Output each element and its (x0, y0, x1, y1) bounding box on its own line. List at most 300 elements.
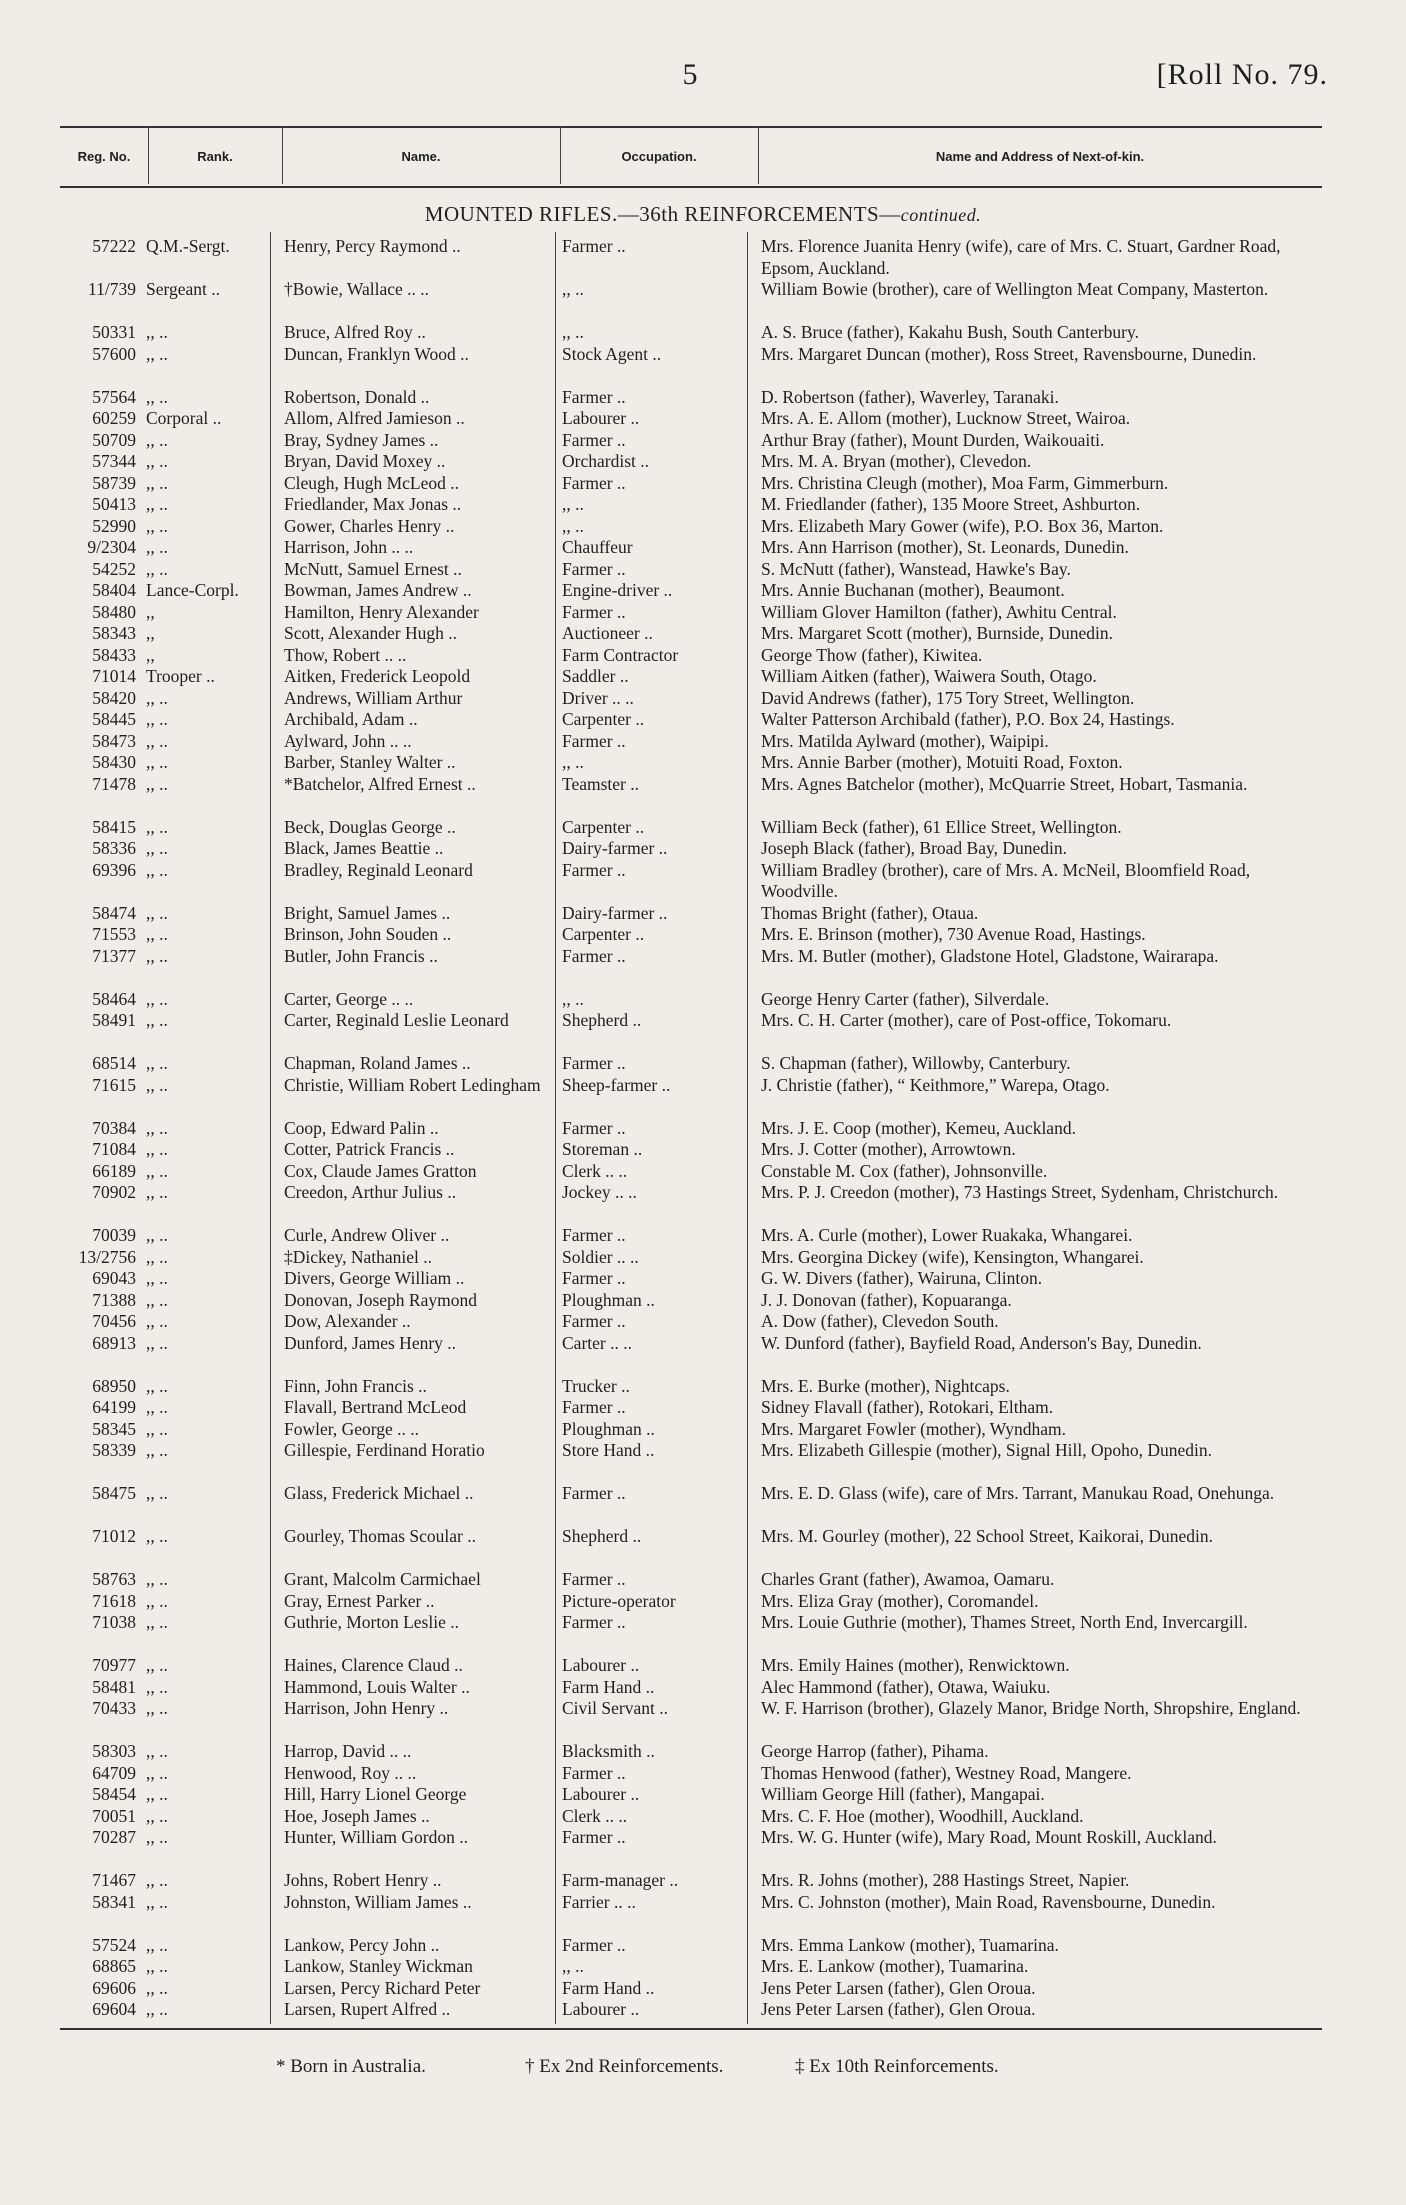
next-of-kin: William George Hill (father), Mangapai. (761, 1784, 1045, 1804)
roll-table (60, 236, 1322, 2021)
rank: ,, .. (146, 494, 168, 514)
occupation: ,, .. (562, 988, 584, 1009)
soldier-name: Hunter, William Gordon .. (284, 1827, 468, 1847)
occupation: Labourer .. (562, 1655, 640, 1675)
column-divider (148, 126, 149, 184)
occupation: Farmer .. (562, 558, 626, 579)
soldier-name: Friedlander, Max Jonas .. (284, 494, 462, 514)
soldier-name: Aylward, John .. .. (284, 730, 412, 751)
rank: ,, .. (146, 1956, 168, 1976)
soldier-name: Butler, John Francis .. (284, 945, 438, 966)
next-of-kin: Mrs. Margaret Duncan (mother), Ross Street, Ravensbourne, Dunedin. (761, 343, 1257, 364)
soldier-name: Johnston, William James .. (284, 1891, 472, 1912)
table-row (60, 623, 1322, 645)
table-row (60, 1870, 1322, 1892)
table-row (60, 838, 1322, 860)
table-row (60, 1440, 1322, 1483)
soldier-name: ‡Dickey, Nathaniel .. (284, 1246, 433, 1267)
next-of-kin: William Aitken (father), Waiwera South, Otago. (761, 666, 1097, 686)
occupation: Farrier .. .. (562, 1891, 636, 1912)
next-of-kin: George Thow (father), Kiwitea. (761, 644, 983, 665)
soldier-name: Cox, Claude James Gratton (284, 1160, 477, 1181)
reg-number: 58454 (92, 1784, 136, 1804)
rank: ,, .. (146, 1676, 168, 1697)
rank: ,, .. (146, 1590, 168, 1611)
rank: ,, .. (146, 902, 168, 923)
reg-number: 13/2756 (78, 1246, 136, 1267)
reg-number: 68950 (92, 1375, 136, 1396)
rank: ,, .. (146, 1332, 168, 1353)
header-name: Name. (401, 149, 441, 164)
rank: ,, .. (146, 1805, 168, 1826)
table-row (60, 494, 1322, 516)
occupation: Farmer .. (562, 1612, 626, 1632)
table-row (60, 602, 1322, 624)
table-row (60, 1806, 1322, 1828)
rank: ,, .. (146, 730, 168, 751)
soldier-name: Harrison, John Henry .. (284, 1698, 449, 1718)
table-row (60, 1247, 1322, 1269)
next-of-kin: Mrs. J. E. Coop (mother), Kemeu, Auckland. (761, 1117, 1076, 1138)
occupation: Farmer .. (562, 1934, 626, 1955)
rank: ,, .. (146, 859, 168, 880)
rank: ,, .. (146, 687, 168, 708)
next-of-kin: Mrs. Agnes Batchelor (mother), McQuarrie Street, Hobart, Tasmania. (761, 773, 1248, 794)
soldier-name: Archibald, Adam .. (284, 709, 418, 729)
soldier-name: Fowler, George .. .. (284, 1418, 420, 1439)
reg-number: 66189 (92, 1160, 136, 1181)
occupation: Stock Agent .. (562, 343, 662, 364)
table-row (60, 903, 1322, 925)
next-of-kin: Mrs. A. Curle (mother), Lower Ruakaka, Whangarei. (761, 1225, 1133, 1245)
table-row (60, 1075, 1322, 1118)
table-row (60, 774, 1322, 817)
header-next-of-kin: Name and Address of Next-of-kin. (935, 149, 1145, 164)
reg-number: 64199 (92, 1397, 136, 1417)
soldier-name: Black, James Beattie .. (284, 838, 444, 858)
occupation: Farm Hand .. (562, 1977, 655, 1998)
rank: ,, .. (146, 472, 168, 493)
occupation: Clerk .. .. (562, 1805, 628, 1826)
table-row (60, 1053, 1322, 1075)
rank: ,, .. (146, 1870, 168, 1890)
soldier-name: Gower, Charles Henry .. (284, 515, 455, 536)
footnote-ex-10th: ‡ Ex 10th Reinforcements. (795, 2056, 999, 2077)
next-of-kin: Mrs. E. Brinson (mother), 730 Avenue Road, Hastings. (761, 924, 1146, 944)
occupation: Farmer .. (562, 1117, 626, 1138)
next-of-kin: Sidney Flavall (father), Rotokari, Eltham. (761, 1397, 1054, 1417)
soldier-name: Finn, John Francis .. (284, 1375, 427, 1396)
occupation: Labourer .. (562, 1784, 640, 1804)
reg-number: 70456 (92, 1311, 136, 1331)
soldier-name: Cotter, Patrick Francis .. (284, 1139, 455, 1159)
soldier-name: *Batchelor, Alfred Ernest .. (284, 773, 476, 794)
rank: ,, .. (146, 1569, 168, 1589)
reg-number: 58345 (92, 1418, 136, 1439)
reg-number: 58474 (92, 902, 136, 923)
occupation: ,, .. (562, 279, 584, 299)
rank: ,, .. (146, 1053, 168, 1073)
footnote-born-australia: * Born in Australia. (276, 2056, 426, 2077)
table-row (60, 1483, 1322, 1526)
soldier-name: Bruce, Alfred Roy .. (284, 322, 426, 342)
occupation: Driver .. .. (562, 687, 634, 708)
next-of-kin: Thomas Bright (father), Otaua. (761, 902, 979, 923)
next-of-kin: Constable M. Cox (father), Johnsonville. (761, 1160, 1048, 1181)
soldier-name: Gillespie, Ferdinand Horatio (284, 1440, 485, 1460)
reg-number: 58404 (92, 580, 136, 600)
rank: ,, .. (146, 1418, 168, 1439)
reg-number: 71388 (92, 1289, 136, 1310)
table-row (60, 1763, 1322, 1785)
occupation: Farmer .. (562, 429, 626, 450)
table-row (60, 666, 1322, 688)
next-of-kin: Mrs. Eliza Gray (mother), Coromandel. (761, 1590, 1039, 1611)
reg-number: 50331 (92, 322, 136, 342)
next-of-kin: Jens Peter Larsen (father), Glen Oroua. (761, 1999, 1036, 2019)
rank: ,, .. (146, 1160, 168, 1181)
occupation: ,, .. (562, 494, 584, 514)
table-row (60, 322, 1322, 344)
table-row (60, 1225, 1322, 1247)
occupation: Trucker .. (562, 1375, 630, 1396)
soldier-name: Harrison, John .. .. (284, 537, 414, 557)
next-of-kin: Mrs. Louie Guthrie (mother), Thames Street, North End, Invercargill. (761, 1612, 1248, 1632)
reg-number: 71014 (92, 666, 136, 686)
next-of-kin: Mrs. E. D. Glass (wife), care of Mrs. Tarrant, Manukau Road, Onehunga. (761, 1483, 1275, 1503)
reg-number: 68514 (92, 1053, 136, 1073)
soldier-name: Carter, Reginald Leslie Leonard (284, 1010, 509, 1030)
occupation: Ploughman .. (562, 1289, 655, 1310)
reg-number: 58415 (92, 816, 136, 837)
reg-number: 57524 (92, 1934, 136, 1955)
reg-number: 70902 (92, 1182, 136, 1202)
occupation: Shepherd .. (562, 1526, 642, 1546)
column-divider (560, 126, 561, 184)
occupation: Farmer .. (562, 1268, 626, 1288)
next-of-kin: Mrs. Emma Lankow (mother), Tuamarina. (761, 1934, 1059, 1955)
rank: ,, .. (146, 1977, 168, 1998)
rank: ,, .. (146, 1934, 168, 1955)
occupation: Farmer .. (562, 386, 626, 407)
soldier-name: Hamilton, Henry Alexander (284, 601, 479, 622)
table-row (60, 1311, 1322, 1333)
reg-number: 58303 (92, 1741, 136, 1761)
table-row (60, 924, 1322, 946)
rank: ,, .. (146, 1741, 168, 1761)
soldier-name: Harrop, David .. .. (284, 1741, 412, 1761)
next-of-kin: S. Chapman (father), Willowby, Canterbury. (761, 1053, 1071, 1073)
table-row (60, 1612, 1322, 1655)
occupation: Dairy-farmer .. (562, 902, 668, 923)
table-row (60, 1827, 1322, 1870)
occupation: Farmer .. (562, 730, 626, 751)
occupation: Farmer .. (562, 1225, 626, 1245)
table-row (60, 1591, 1322, 1613)
next-of-kin: Mrs. Matilda Aylward (mother), Waipipi. (761, 730, 1049, 751)
next-of-kin: Mrs. R. Johns (mother), 288 Hastings Street, Napier. (761, 1870, 1130, 1890)
table-row (60, 1419, 1322, 1441)
reg-number: 71467 (92, 1870, 136, 1890)
next-of-kin: William Glover Hamilton (father), Awhitu Central. (761, 601, 1117, 622)
occupation: Farm Contractor (562, 644, 679, 665)
reg-number: 52990 (92, 515, 136, 536)
footnote-ex-2nd: † Ex 2nd Reinforcements. (525, 2056, 724, 2077)
soldier-name: Barber, Stanley Walter .. (284, 752, 456, 772)
occupation: Chauffeur (562, 537, 633, 557)
soldier-name: Hill, Harry Lionel George (284, 1784, 467, 1804)
soldier-name: Gourley, Thomas Scoular .. (284, 1526, 476, 1546)
occupation: Labourer .. (562, 408, 640, 428)
occupation: Farmer .. (562, 601, 626, 622)
soldier-name: Bray, Sydney James .. (284, 429, 439, 450)
rank: ,, .. (146, 1483, 168, 1503)
table-row (60, 1569, 1322, 1591)
reg-number: 58430 (92, 752, 136, 772)
table-row (60, 1333, 1322, 1376)
next-of-kin: M. Friedlander (father), 135 Moore Street, Ashburton. (761, 494, 1141, 514)
reg-number: 58336 (92, 838, 136, 858)
soldier-name: Dunford, James Henry .. (284, 1332, 457, 1353)
reg-number: 58491 (92, 1010, 136, 1030)
soldier-name: McNutt, Samuel Ernest .. (284, 558, 462, 579)
rank: ,, (146, 601, 155, 622)
rank: ,, .. (146, 1375, 168, 1396)
rank: ,, .. (146, 386, 168, 407)
rank: ,, .. (146, 1784, 168, 1804)
occupation: Orchardist .. (562, 451, 649, 471)
reg-number: 69396 (92, 859, 136, 880)
next-of-kin: William Beck (father), 61 Ellice Street, Wellington. (761, 816, 1122, 837)
soldier-name: Carter, George .. .. (284, 988, 414, 1009)
table-row (60, 537, 1322, 559)
soldier-name: Andrews, William Arthur (284, 687, 463, 708)
next-of-kin: Mrs. Georgina Dickey (wife), Kensington, Whangarei. (761, 1246, 1144, 1267)
rank: Q.M.-Sergt. (146, 236, 230, 256)
next-of-kin: Mrs. Annie Barber (mother), Motuiti Road, Foxton. (761, 752, 1123, 772)
reg-number: 71553 (92, 924, 136, 944)
soldier-name: Bryan, David Moxey .. (284, 451, 446, 471)
column-header (60, 126, 1322, 188)
reg-number: 71618 (92, 1590, 136, 1611)
occupation: Engine-driver .. (562, 580, 673, 600)
reg-number: 58475 (92, 1483, 136, 1503)
section-title (0, 202, 1406, 227)
soldier-name: Henwood, Roy .. .. (284, 1762, 417, 1783)
table-row (60, 1010, 1322, 1053)
table-row (60, 1677, 1322, 1699)
rank: ,, .. (146, 1225, 168, 1245)
soldier-name: Curle, Andrew Oliver .. (284, 1225, 450, 1245)
occupation: Civil Servant .. (562, 1698, 668, 1718)
soldier-name: Beck, Douglas George .. (284, 816, 456, 837)
table-row (60, 430, 1322, 452)
next-of-kin: A. Dow (father), Clevedon South. (761, 1311, 999, 1331)
reg-number: 58481 (92, 1676, 136, 1697)
soldier-name: Allom, Alfred Jamieson .. (284, 408, 465, 428)
rank: ,, (146, 623, 155, 643)
occupation: Soldier .. .. (562, 1246, 639, 1267)
soldier-name: Scott, Alexander Hugh .. (284, 623, 458, 643)
occupation: Saddler .. (562, 666, 629, 686)
soldier-name: Grant, Malcolm Carmichael (284, 1569, 481, 1589)
occupation: Sheep-farmer .. (562, 1074, 671, 1095)
next-of-kin: Mrs. Margaret Scott (mother), Burnside, Dunedin. (761, 623, 1114, 643)
rank: ,, .. (146, 343, 168, 364)
roll-number: [Roll No. 79. (1156, 58, 1328, 91)
next-of-kin: Mrs. Christina Cleugh (mother), Moa Farm, Gimmerburn. (761, 472, 1169, 493)
rank: ,, .. (146, 1440, 168, 1460)
reg-number: 70051 (92, 1805, 136, 1826)
header-rank: Rank. (197, 149, 233, 164)
next-of-kin: Mrs. Elizabeth Mary Gower (wife), P.O. Box 36, Marton. (761, 515, 1164, 536)
table-row (60, 1376, 1322, 1398)
next-of-kin: A. S. Bruce (father), Kakahu Bush, South Canterbury. (761, 322, 1139, 342)
table-row (60, 1655, 1322, 1677)
rank: ,, .. (146, 1246, 168, 1267)
reg-number: 54252 (92, 558, 136, 579)
rank: ,, (146, 644, 155, 665)
reg-number: 70287 (92, 1827, 136, 1847)
table-row (60, 688, 1322, 710)
soldier-name: Hammond, Louis Walter .. (284, 1676, 470, 1697)
reg-number: 71038 (92, 1612, 136, 1632)
reg-number: 60259 (92, 408, 136, 428)
header-occupation: Occupation. (621, 149, 697, 164)
next-of-kin: Mrs. Florence Juanita Henry (wife), care of Mrs. C. Stuart, Gardner Road, Epsom, Auckland. (761, 236, 1281, 278)
next-of-kin: Charles Grant (father), Awamoa, Oamaru. (761, 1569, 1055, 1589)
table-row (60, 1978, 1322, 2000)
reg-number: 71012 (92, 1526, 136, 1546)
soldier-name: Divers, George William .. (284, 1268, 465, 1288)
table-row (60, 516, 1322, 538)
next-of-kin: David Andrews (father), 175 Tory Street, Wellington. (761, 687, 1135, 708)
soldier-name: Larsen, Percy Richard Peter (284, 1977, 481, 1998)
reg-number: 50413 (92, 494, 136, 514)
occupation: ,, .. (562, 322, 584, 342)
next-of-kin: Jens Peter Larsen (father), Glen Oroua. (761, 1977, 1036, 1998)
soldier-name: Christie, William Robert Ledingham (284, 1074, 541, 1095)
rank: ,, .. (146, 558, 168, 579)
reg-number: 69606 (92, 1977, 136, 1998)
reg-number: 58433 (92, 644, 136, 665)
occupation: Clerk .. .. (562, 1160, 628, 1181)
soldier-name: Aitken, Frederick Leopold (284, 666, 471, 686)
next-of-kin: S. McNutt (father), Wanstead, Hawke's Bay. (761, 558, 1071, 579)
table-row (60, 1182, 1322, 1225)
occupation: Labourer .. (562, 1999, 640, 2019)
rank: Trooper .. (146, 666, 215, 686)
occupation: Carpenter .. (562, 709, 645, 729)
soldier-name: Glass, Frederick Michael .. (284, 1483, 474, 1503)
page-number: 5 (682, 58, 698, 91)
rank: Corporal .. (146, 408, 222, 428)
rank: ,, .. (146, 1999, 168, 2019)
soldier-name: Lankow, Stanley Wickman (284, 1956, 473, 1976)
next-of-kin: W. Dunford (father), Bayfield Road, Anderson's Bay, Dunedin. (761, 1332, 1202, 1353)
table-row (60, 236, 1322, 279)
soldier-name: Cleugh, Hugh McLeod .. (284, 472, 459, 493)
occupation: Farmer .. (562, 1397, 626, 1417)
next-of-kin: Mrs. E. Burke (mother), Nightcaps. (761, 1375, 1010, 1396)
table-row (60, 731, 1322, 753)
rank: ,, .. (146, 1526, 168, 1546)
rank: ,, .. (146, 451, 168, 471)
occupation: Shepherd .. (562, 1010, 642, 1030)
occupation: Store Hand .. (562, 1440, 655, 1460)
table-row (60, 1741, 1322, 1763)
soldier-name: Robertson, Donald .. (284, 386, 430, 407)
occupation: Teamster .. (562, 773, 640, 794)
occupation: Carpenter .. (562, 816, 645, 837)
next-of-kin: Mrs. M. A. Bryan (mother), Clevedon. (761, 451, 1032, 471)
rank: ,, .. (146, 1311, 168, 1331)
next-of-kin: Mrs. Emily Haines (mother), Renwicktown. (761, 1655, 1070, 1675)
occupation: Dairy-farmer .. (562, 838, 668, 858)
next-of-kin: Mrs. C. F. Hoe (mother), Woodhill, Auckland. (761, 1805, 1084, 1826)
occupation: Storeman .. (562, 1139, 643, 1159)
next-of-kin: D. Robertson (father), Waverley, Taranaki. (761, 386, 1059, 407)
occupation: Blacksmith .. (562, 1741, 655, 1761)
soldier-name: Haines, Clarence Claud .. (284, 1655, 463, 1675)
occupation: Farmer .. (562, 859, 626, 880)
soldier-name: Bradley, Reginald Leonard (284, 859, 473, 880)
next-of-kin: Mrs. M. Gourley (mother), 22 School Street, Kaikorai, Dunedin. (761, 1526, 1214, 1546)
table-row (60, 473, 1322, 495)
occupation: Farmer .. (562, 1483, 626, 1503)
table-row (60, 989, 1322, 1011)
rank: ,, .. (146, 988, 168, 1009)
bottom-rule (60, 2028, 1322, 2030)
next-of-kin: George Harrop (father), Pihama. (761, 1741, 989, 1761)
occupation: Jockey .. .. (562, 1182, 637, 1202)
soldier-name: Donovan, Joseph Raymond (284, 1289, 477, 1310)
rank: ,, .. (146, 1891, 168, 1912)
reg-number: 71084 (92, 1139, 136, 1159)
table-row (60, 946, 1322, 989)
rank: ,, .. (146, 537, 168, 557)
occupation: Farm-manager .. (562, 1870, 679, 1890)
section-title-text: MOUNTED RIFLES.—36th REINFORCEMENTS— (424, 202, 901, 226)
rank: ,, .. (146, 816, 168, 837)
table-row (60, 1956, 1322, 1978)
reg-number: 50709 (92, 429, 136, 450)
rank: ,, .. (146, 1117, 168, 1138)
soldier-name: Chapman, Roland James .. (284, 1053, 471, 1073)
rank: ,, .. (146, 515, 168, 536)
table-row (60, 559, 1322, 581)
soldier-name: Bowman, James Andrew .. (284, 580, 472, 600)
rank: ,, .. (146, 709, 168, 729)
next-of-kin: G. W. Divers (father), Wairuna, Clinton. (761, 1268, 1043, 1288)
table-row (60, 1784, 1322, 1806)
occupation: Farm Hand .. (562, 1676, 655, 1697)
soldier-name: Duncan, Franklyn Wood .. (284, 343, 469, 364)
table-row (60, 1526, 1322, 1569)
rank: ,, .. (146, 1289, 168, 1310)
reg-number: 71615 (92, 1074, 136, 1095)
reg-number: 70433 (92, 1698, 136, 1718)
rank: ,, .. (146, 1182, 168, 1202)
soldier-name: Guthrie, Morton Leslie .. (284, 1612, 459, 1632)
column-divider (282, 126, 283, 184)
reg-number: 58464 (92, 988, 136, 1009)
rank: ,, .. (146, 1268, 168, 1288)
table-row (60, 1935, 1322, 1957)
next-of-kin: Joseph Black (father), Broad Bay, Dunedin. (761, 838, 1068, 858)
table-row (60, 1161, 1322, 1183)
soldier-name: †Bowie, Wallace .. .. (284, 279, 430, 299)
